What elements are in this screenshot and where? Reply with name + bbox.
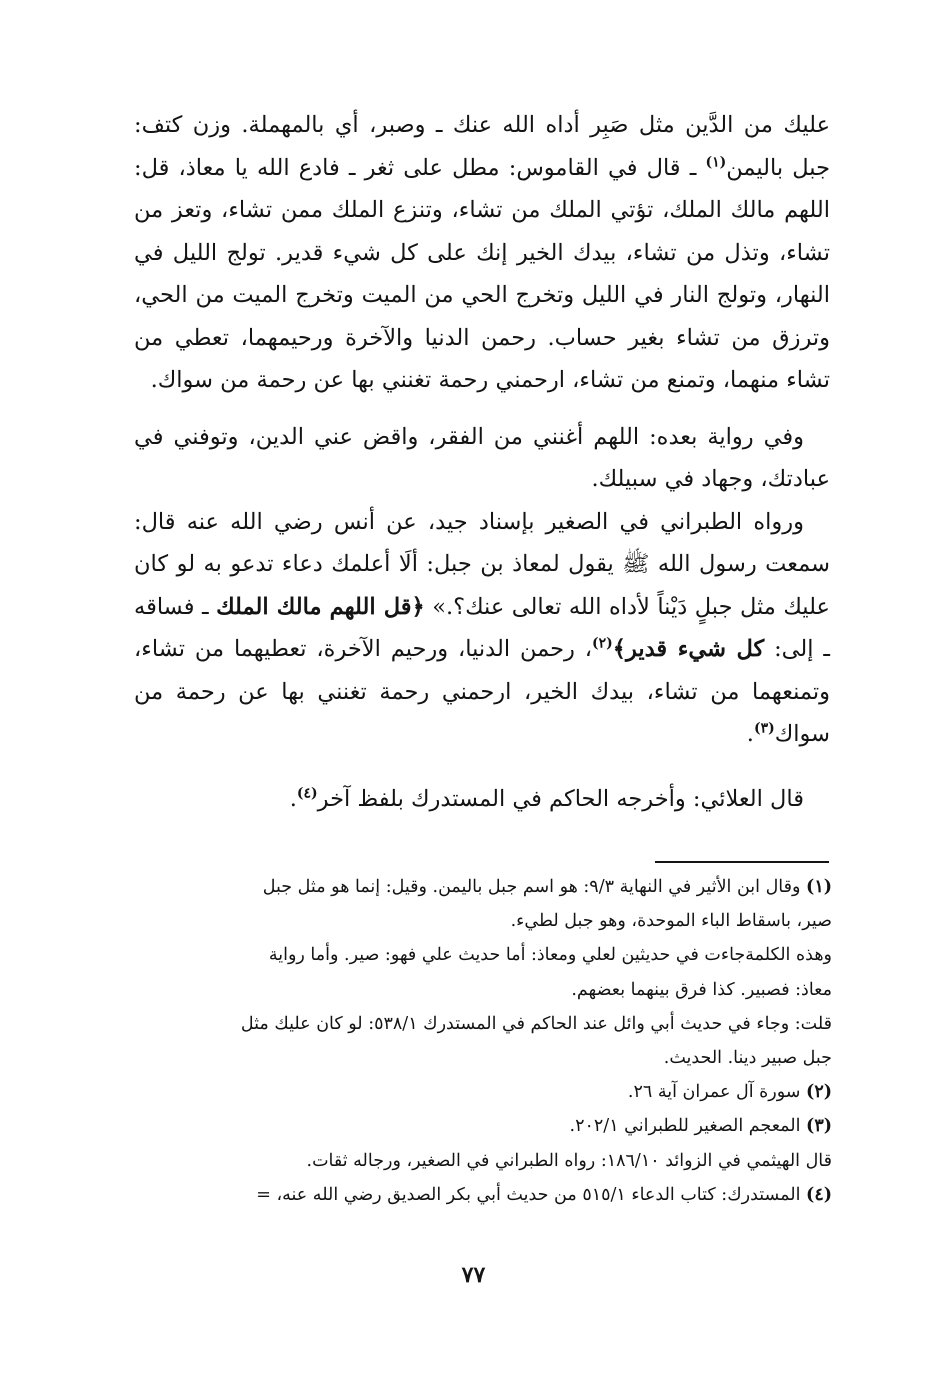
footnote-1-line: معاذ: فصبير. كذا فرق بينهما بعضهم.	[571, 979, 832, 1000]
footnote-4: (٤) المستدرك: كتاب الدعاء ٥١٥/١ من حديث أبي بكر الصديق رضي الله عنه، =	[256, 1184, 832, 1205]
footnote-1-line: جبل صبير دينا. الحديث.	[663, 1048, 832, 1069]
footnote-separator	[655, 861, 829, 863]
footnote-1-line: قلت: وجاء في حديث أبي وائل عند الحاكم في المستدرك ٥٣٨/١: لو كان عليك مثل	[240, 1013, 832, 1034]
paragraph-1: عليك من الدَّين مثل صَبِر أداه الله عنك ـ وصبر، أي بالمهملة. وزن كتف: جبل باليمن$^{(١)}$ ـ قال في القاموس: مطل على ثغر ـ فادع الله يا معاذ، قل: اللهم مالك الملك، تؤتي الملك من تشاء، وتنزع الملك ممن تشاء، وتعز من تشاء، وتذل من تشاء، بيدك الخير إنك على كل شيء قدير. تولج الليل في النهار، وتولج النار في الليل وتخرج الحي من الميت وتخرج الميت من الحي، وترزق من تشاء بغير حساب. رحمن الدنيا والآخرة ورحيمهما، تعطي من تشاء منهما، وتمنع من تشاء، ارحمني رحمة تغنني بها عن رحمة من سواك.	[134, 112, 830, 393]
footnote-number: (٣)	[806, 1116, 832, 1137]
quran-quote-end: كل شيء قدير﴾	[612, 636, 765, 662]
footnote-number: (٢)	[806, 1082, 832, 1103]
footnotes	[134, 870, 832, 1212]
footnote-3-line: قال الهيثمي في الزوائد ١٨٦/١٠: رواه الطبراني في الصغير، ورجاله ثقات.	[306, 1150, 832, 1171]
footnote-3: (٣) المعجم الصغير للطبراني ٢٠٢/١.	[569, 1116, 832, 1137]
footnote-1: (١) وقال ابن الأثير في النهاية ٩/٣: هو اسم جبل باليمن. وقيل: إنما هو مثل جبل	[262, 877, 832, 897]
paragraph-2: وفي رواية بعده: اللهم أغنني من الفقر، واقض عني الدين، وتوفني في عبادتك، وجهاد في سبيلك.	[134, 423, 830, 492]
footnote-ref-2[interactable]: (٢)	[591, 635, 613, 652]
paragraph-4: قال العلائي: وأخرجه الحاكم في المستدرك بلفظ آخر$^{(٤)}$.	[289, 785, 804, 812]
footnote-number: (٤)	[806, 1184, 832, 1205]
footnote-ref-4[interactable]: (٤)	[296, 785, 318, 801]
footnote-number: (١)	[806, 877, 832, 897]
footnote-1-line: صير، باسقاط الباء الموحدة، وهو جبل لطيء.	[510, 911, 832, 932]
quran-quote-start: ﴿قل اللهم مالك الملك	[216, 593, 425, 620]
main-text	[134, 104, 830, 820]
footnote-ref-3[interactable]: (٣)	[753, 720, 775, 737]
footnote-1-line: وهذه الكلمةجاءت في حديثين لعلي ومعاذ: أما حديث علي فهو: صير. وأما رواية	[268, 945, 832, 966]
footnote-2: (٢) سورة آل عمران آية ٢٦.	[627, 1082, 832, 1103]
footnote-ref-1[interactable]: (١)	[705, 154, 727, 170]
page-number: ٧٧	[461, 1262, 486, 1288]
paragraph-3: ورواه الطبراني في الصغير بإسناد جيد، عن أنس رضي الله عنه قال: سمعت رسول الله ﷺ يقول لمعاذ بن جبل: ألَا أعلمك دعاء تدعو به لو كان عليك مثل جبلٍ دَيْناً لأداه الله تعالى عنك؟.» ﴿قل اللهم مالك الملك ـ فساقه ـ إلى: كل شيء قدير﴾$^{(٢)}$، رحمن الدنيا، ورحيم الآخرة، تعطيهما من تشاء، وتمنعهما من تشاء، بيدك الخير، ارحمني رحمة تغنني بها عن رحمة من سواك$^{(٣)}$.	[134, 508, 830, 747]
